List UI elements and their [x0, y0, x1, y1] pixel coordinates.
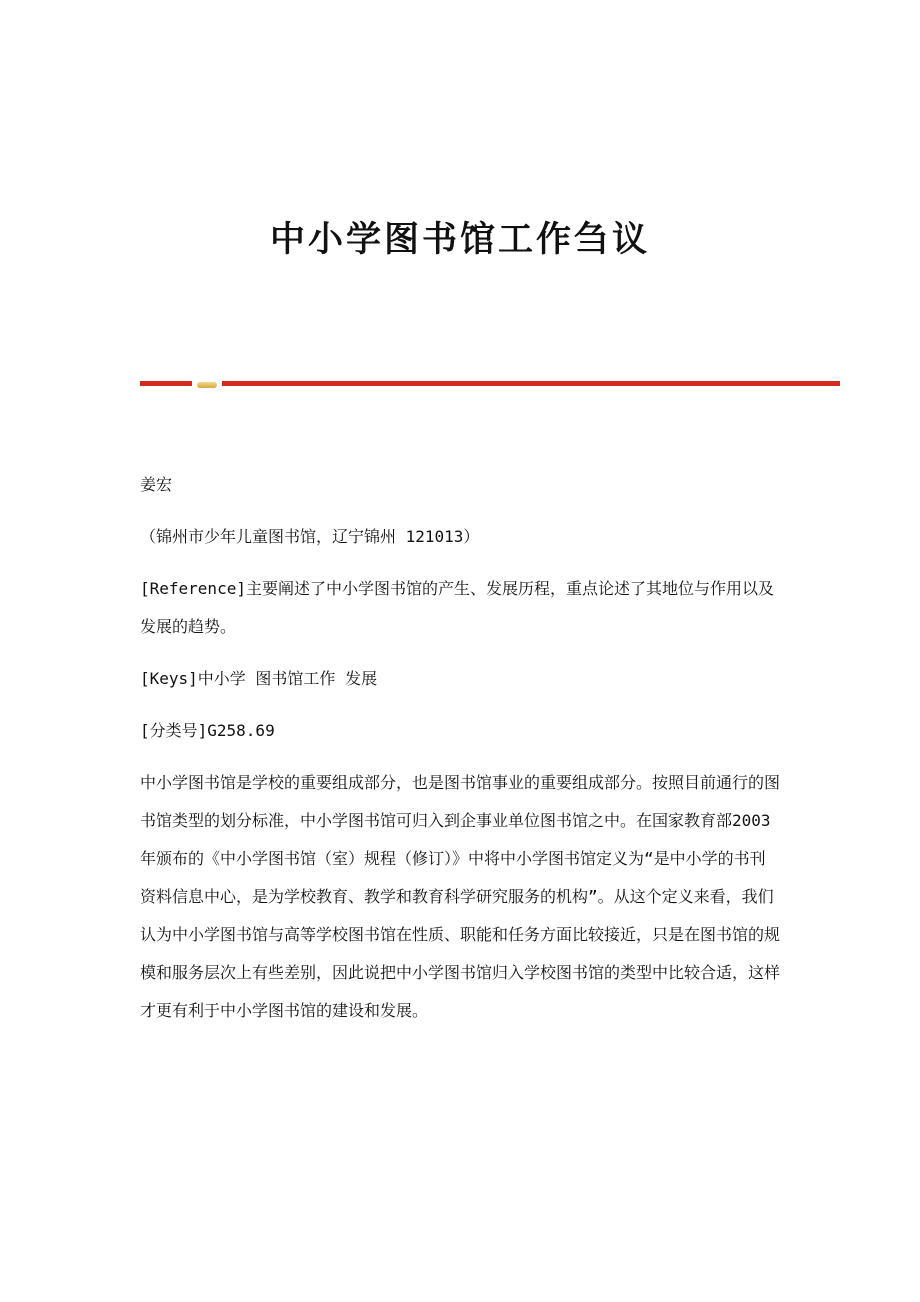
classification-number: [分类号]G258.69: [140, 721, 275, 740]
divider-right-segment: [222, 381, 840, 386]
keywords: [Keys]中小学 图书馆工作 发展: [140, 669, 378, 688]
abstract: [Reference]主要阐述了中小学图书馆的产生、发展历程，重点论述了其地位与作用以及发展的趋势。: [140, 579, 774, 636]
divider-ornament-icon: [197, 382, 217, 388]
author-affiliation: （锦州市少年儿童图书馆，辽宁锦州 121013）: [140, 527, 480, 546]
title-divider: [140, 381, 840, 389]
divider-left-segment: [140, 381, 192, 386]
document-title: 中小学图书馆工作刍议: [269, 219, 650, 260]
author-name: 姜宏: [140, 475, 173, 494]
body-paragraph: 中小学图书馆是学校的重要组成部分，也是图书馆事业的重要组成部分。按照目前通行的图书馆类型的划分标准，中小学图书馆可归入到企事业单位图书馆之中。在国家教育部2003 年颁布的《中小学图书馆（室）规程（修订）》中将中小学图书馆定义为“是中小学的书刊资料信息中心，是为学校教育、教学和教育科学研究服务的机构”。从这个定义来看，我们认为中小学图书馆与高等学校图书馆在性质、职能和任务方面比较接近，只是在图书馆的规模和服务层次上有些差别，因此说把中小学图书馆归入学校图书馆的类型中比较合适，这样才更有利于中小学图书馆的建设和发展。: [140, 773, 781, 1020]
document-body: [140, 466, 780, 1044]
